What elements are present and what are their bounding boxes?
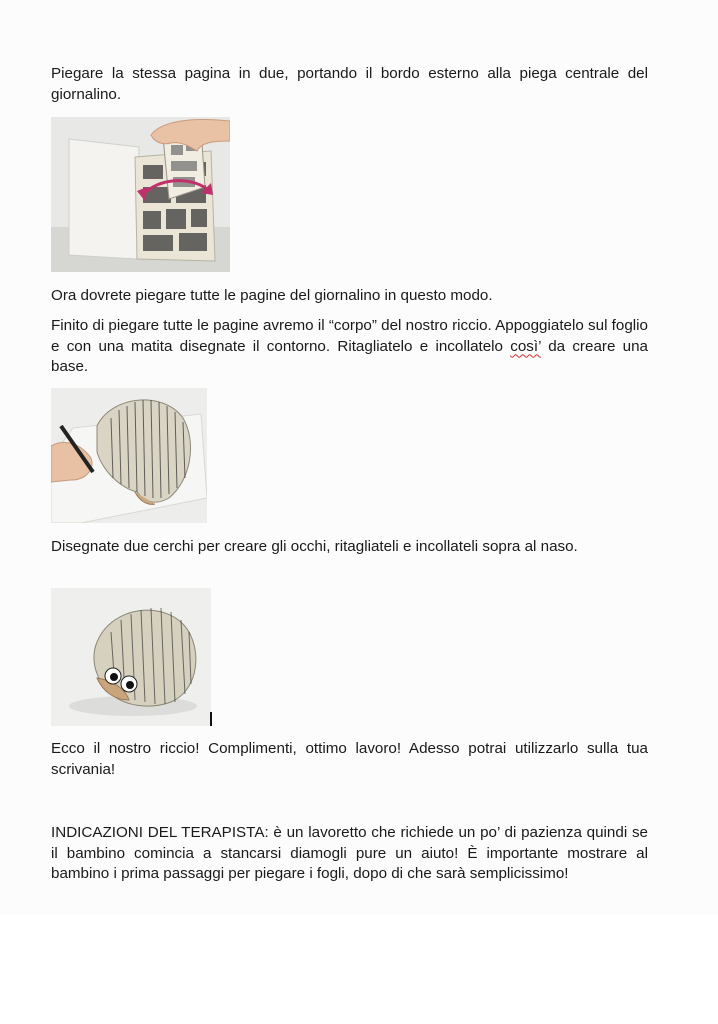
instruction-fold-all-pages[interactable]: Ora dovrete piegare tutte le pagine del giornalino in questo modo.	[51, 287, 493, 304]
therapist-notes[interactable]: INDICAZIONI DEL TERAPISTA: è un lavoretto che richiede un po’ di pazienza quindi se il bambino comincia a stancarsi diamogli pure un aiuto! È importante mostrare al bambino i prima passaggi per piegare i fogli, dopo di che sarà semplicissimo!	[51, 824, 648, 882]
closing-message[interactable]: Ecco il nostro riccio! Complimenti, ottimo lavoro! Adesso potrai utilizzarlo sulla tua scrivania!	[51, 740, 648, 778]
folding-page-photo	[51, 117, 230, 272]
finished-hedgehog-photo	[51, 588, 211, 726]
instruction-trace-outline[interactable]	[51, 316, 648, 378]
tracing-outline-photo	[51, 388, 207, 523]
spellcheck-flagged-word[interactable]: così’	[510, 337, 541, 355]
text-cursor	[210, 712, 212, 726]
instruction-draw-eyes[interactable]: Disegnate due cerchi per creare gli occhi, ritagliateli e incollateli sopra al naso.	[51, 538, 578, 555]
page-footer-area	[0, 915, 718, 1024]
text-run: da creare una base.	[51, 337, 648, 375]
text-run: Finito di piegare tutte le pagine avremo il “corpo” del nostro riccio. Appoggiatelo sul foglio e con una matita disegnate il contorno. Ritagliatelo e incollatelo	[51, 317, 648, 355]
instruction-fold-page[interactable]: Piegare la stessa pagina in due, portando il bordo esterno alla piega centrale del giornalino.	[51, 65, 648, 103]
